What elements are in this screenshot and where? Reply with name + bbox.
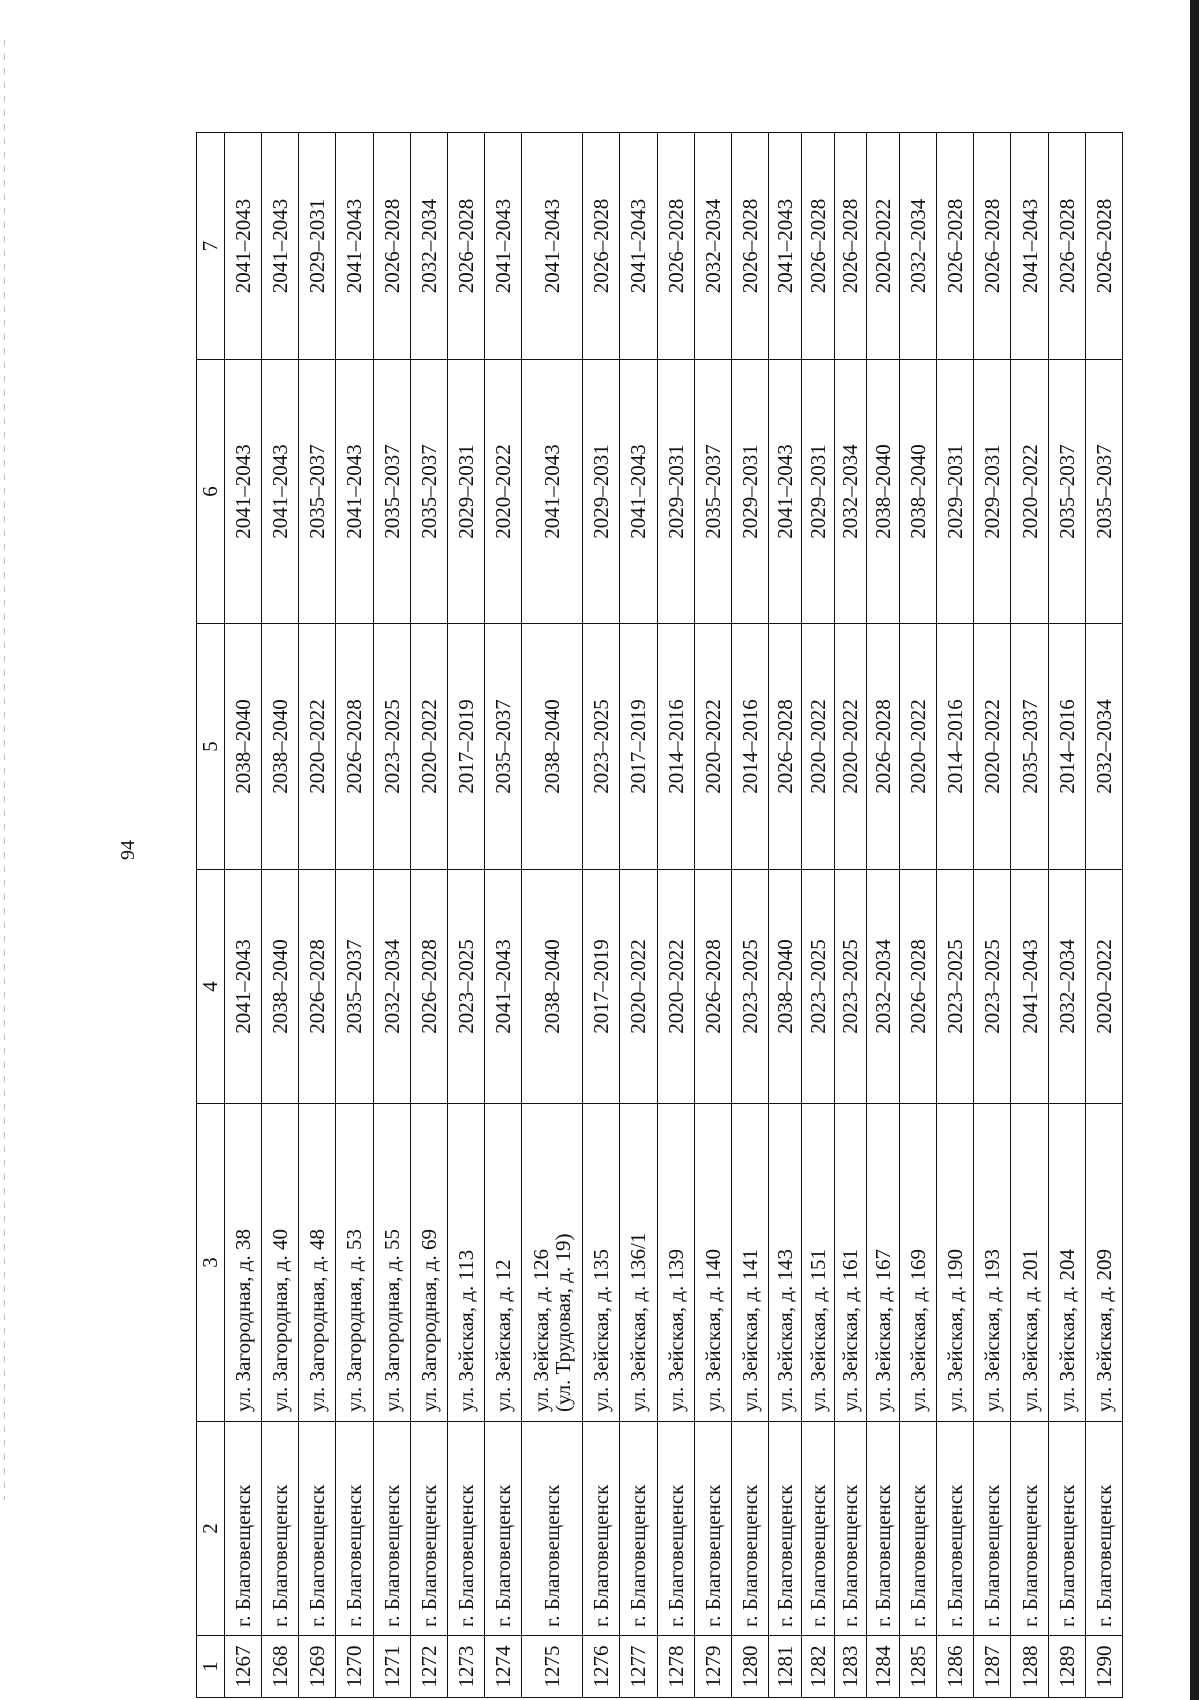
period-cell-col6: 2035–2037: [694, 360, 731, 624]
period-cell-col6: 2029–2031: [447, 360, 484, 624]
period-cell-col6: 2035–2037: [1085, 360, 1122, 624]
table-row: [694, 133, 731, 1698]
period-cell-col4: 2023–2025: [731, 870, 768, 1104]
table-row: [801, 133, 834, 1698]
row-number-cell: 1276: [583, 1636, 620, 1698]
address-cell: ул. Зейская, д. 190: [937, 1104, 974, 1422]
period-cell-col5: 2038–2040: [225, 624, 262, 870]
row-number-cell: 1282: [801, 1636, 834, 1698]
table-row: [299, 133, 336, 1698]
period-cell-col4: 2017–2019: [583, 870, 620, 1104]
period-cell-col6: 2032–2034: [834, 360, 867, 624]
period-cell-col6: 2035–2037: [299, 360, 336, 624]
period-cell-col6: 2038–2040: [867, 360, 900, 624]
period-cell-col6: 2035–2037: [1048, 360, 1085, 624]
header-row: [197, 133, 225, 1698]
period-cell-col4: 2023–2025: [937, 870, 974, 1104]
period-cell-col5: 2017–2019: [620, 624, 657, 870]
period-cell-col6: 2029–2031: [974, 360, 1011, 624]
table-row: [731, 133, 768, 1698]
period-cell-col7: 2026–2028: [974, 133, 1011, 360]
city-cell: г. Благовещенск: [225, 1422, 262, 1636]
period-cell-col7: 2032–2034: [694, 133, 731, 360]
address-cell: ул. Загородная, д. 53: [336, 1104, 373, 1422]
period-cell-col6: 2020–2022: [1011, 360, 1048, 624]
address-cell: ул. Зейская, д. 169: [900, 1104, 937, 1422]
city-cell: г. Благовещенск: [694, 1422, 731, 1636]
city-cell: г. Благовещенск: [834, 1422, 867, 1636]
address-cell: ул. Зейская, д. 113: [447, 1104, 484, 1422]
row-number-cell: 1273: [447, 1636, 484, 1698]
table-row: [1048, 133, 1085, 1698]
period-cell-col5: 2023–2025: [373, 624, 410, 870]
period-cell-col6: 2035–2037: [410, 360, 447, 624]
period-cell-col7: 2041–2043: [1011, 133, 1048, 360]
city-cell: г. Благовещенск: [867, 1422, 900, 1636]
city-cell: г. Благовещенск: [731, 1422, 768, 1636]
column-header: 7: [197, 133, 225, 360]
table-row: [447, 133, 484, 1698]
table-row: [834, 133, 867, 1698]
period-cell-col7: 2026–2028: [373, 133, 410, 360]
address-cell: ул. Зейская, д. 136/1: [620, 1104, 657, 1422]
period-cell-col5: 2020–2022: [694, 624, 731, 870]
address-cell: ул. Зейская, д. 140: [694, 1104, 731, 1422]
period-cell-col6: 2041–2043: [769, 360, 802, 624]
period-cell-col5: 2014–2016: [657, 624, 694, 870]
period-cell-col7: 2041–2043: [262, 133, 299, 360]
period-cell-col6: 2029–2031: [937, 360, 974, 624]
table-row: [484, 133, 521, 1698]
period-cell-col4: 2020–2022: [657, 870, 694, 1104]
row-number-cell: 1274: [484, 1636, 521, 1698]
city-cell: г. Благовещенск: [1085, 1422, 1122, 1636]
row-number-cell: 1280: [731, 1636, 768, 1698]
table-row: [583, 133, 620, 1698]
table-row: [657, 133, 694, 1698]
city-cell: г. Благовещенск: [583, 1422, 620, 1636]
city-cell: г. Благовещенск: [262, 1422, 299, 1636]
period-cell-col7: 2026–2028: [834, 133, 867, 360]
column-header: 4: [197, 870, 225, 1104]
period-cell-col7: 2032–2034: [410, 133, 447, 360]
address-cell: ул. Загородная, д. 40: [262, 1104, 299, 1422]
address-cell: ул. Загородная, д. 48: [299, 1104, 336, 1422]
row-number-cell: 1290: [1085, 1636, 1122, 1698]
table-row: [225, 133, 262, 1698]
period-cell-col7: 2041–2043: [620, 133, 657, 360]
period-cell-col7: 2041–2043: [769, 133, 802, 360]
period-cell-col4: 2032–2034: [373, 870, 410, 1104]
address-cell: ул. Зейская, д. 204: [1048, 1104, 1085, 1422]
row-number-cell: 1279: [694, 1636, 731, 1698]
period-cell-col6: 2041–2043: [620, 360, 657, 624]
city-cell: г. Благовещенск: [1011, 1422, 1048, 1636]
row-number-cell: 1267: [225, 1636, 262, 1698]
period-cell-col6: 2029–2031: [801, 360, 834, 624]
period-cell-col5: 2038–2040: [262, 624, 299, 870]
address-line-alt: (ул. Трудовая, д. 19): [551, 1233, 576, 1412]
row-number-cell: 1277: [620, 1636, 657, 1698]
address-cell: ул. Зейская, д. 139: [657, 1104, 694, 1422]
period-cell-col5: 2026–2028: [336, 624, 373, 870]
city-cell: г. Благовещенск: [657, 1422, 694, 1636]
period-cell-col4: 2026–2028: [299, 870, 336, 1104]
period-cell-col5: 2035–2037: [1011, 624, 1048, 870]
period-cell-col5: 2023–2025: [583, 624, 620, 870]
period-cell-col5: 2038–2040: [522, 624, 583, 870]
period-cell-col4: 2038–2040: [769, 870, 802, 1104]
table-row: [262, 133, 299, 1698]
period-cell-col5: 2026–2028: [867, 624, 900, 870]
period-cell-col5: 2014–2016: [937, 624, 974, 870]
scan-edge-border: [1190, 0, 1199, 1700]
address-cell: ул. Загородная, д. 38: [225, 1104, 262, 1422]
address-cell: ул. Зейская, д. 167: [867, 1104, 900, 1422]
period-cell-col7: 2026–2028: [801, 133, 834, 360]
row-number-cell: 1271: [373, 1636, 410, 1698]
period-cell-col5: 2020–2022: [900, 624, 937, 870]
period-cell-col7: 2041–2043: [522, 133, 583, 360]
row-number-cell: 1285: [900, 1636, 937, 1698]
table-row: [900, 133, 937, 1698]
address-cell: ул. Зейская, д. 143: [769, 1104, 802, 1422]
period-cell-col6: 2041–2043: [522, 360, 583, 624]
period-cell-col4: 2041–2043: [1011, 870, 1048, 1104]
address-cell: ул. Зейская, д. 201: [1011, 1104, 1048, 1422]
period-cell-col4: 2032–2034: [1048, 870, 1085, 1104]
row-number-cell: 1286: [937, 1636, 974, 1698]
period-cell-col5: 2014–2016: [731, 624, 768, 870]
period-cell-col5: 2035–2037: [484, 624, 521, 870]
period-cell-col7: 2032–2034: [900, 133, 937, 360]
period-cell-col7: 2041–2043: [225, 133, 262, 360]
period-cell-col5: 2020–2022: [974, 624, 1011, 870]
address-cell: ул. Зейская, д. 135: [583, 1104, 620, 1422]
period-cell-col4: 2020–2022: [620, 870, 657, 1104]
column-header: 6: [197, 360, 225, 624]
period-cell-col5: 2014–2016: [1048, 624, 1085, 870]
period-cell-col7: 2026–2028: [583, 133, 620, 360]
address-cell: ул. Загородная, д. 55: [373, 1104, 410, 1422]
city-cell: г. Благовещенск: [801, 1422, 834, 1636]
period-cell-col6: 2029–2031: [731, 360, 768, 624]
period-cell-col5: 2017–2019: [447, 624, 484, 870]
table-row: [867, 133, 900, 1698]
address-cell: ул. Зейская, д. 151: [801, 1104, 834, 1422]
period-cell-col6: 2020–2022: [484, 360, 521, 624]
column-header: 2: [197, 1422, 225, 1636]
period-cell-col4: 2026–2028: [694, 870, 731, 1104]
period-cell-col5: 2020–2022: [299, 624, 336, 870]
table-row: [410, 133, 447, 1698]
period-cell-col6: 2041–2043: [336, 360, 373, 624]
period-cell-col6: 2035–2037: [373, 360, 410, 624]
city-cell: г. Благовещенск: [522, 1422, 583, 1636]
row-number-cell: 1268: [262, 1636, 299, 1698]
table-row: [522, 133, 583, 1698]
period-cell-col4: 2023–2025: [834, 870, 867, 1104]
table-row: [1085, 133, 1122, 1698]
period-cell-col4: 2023–2025: [974, 870, 1011, 1104]
period-cell-col5: 2032–2034: [1085, 624, 1122, 870]
table-row: [937, 133, 974, 1698]
period-cell-col4: 2041–2043: [225, 870, 262, 1104]
page-number: 94: [117, 840, 139, 860]
register-table: [196, 132, 1123, 1698]
table-row: [620, 133, 657, 1698]
city-cell: г. Благовещенск: [1048, 1422, 1085, 1636]
city-cell: г. Благовещенск: [900, 1422, 937, 1636]
period-cell-col4: 2032–2034: [867, 870, 900, 1104]
column-header: 3: [197, 1104, 225, 1422]
period-cell-col5: 2026–2028: [769, 624, 802, 870]
period-cell-col4: 2038–2040: [522, 870, 583, 1104]
table-row: [336, 133, 373, 1698]
city-cell: г. Благовещенск: [373, 1422, 410, 1636]
period-cell-col7: 2026–2028: [731, 133, 768, 360]
city-cell: г. Благовещенск: [299, 1422, 336, 1636]
row-number-cell: 1281: [769, 1636, 802, 1698]
address-cell: ул. Зейская, д. 141: [731, 1104, 768, 1422]
column-header: 1: [197, 1636, 225, 1698]
period-cell-col4: 2023–2025: [447, 870, 484, 1104]
row-number-cell: 1270: [336, 1636, 373, 1698]
city-cell: г. Благовещенск: [336, 1422, 373, 1636]
period-cell-col4: 2020–2022: [1085, 870, 1122, 1104]
period-cell-col4: 2023–2025: [801, 870, 834, 1104]
table-container: [196, 133, 1123, 1698]
period-cell-col7: 2026–2028: [937, 133, 974, 360]
period-cell-col7: 2041–2043: [484, 133, 521, 360]
period-cell-col7: 2041–2043: [336, 133, 373, 360]
address-cell: ул. Загородная, д. 69: [410, 1104, 447, 1422]
row-number-cell: 1275: [522, 1636, 583, 1698]
row-number-cell: 1278: [657, 1636, 694, 1698]
city-cell: г. Благовещенск: [937, 1422, 974, 1636]
city-cell: г. Благовещенск: [410, 1422, 447, 1636]
address-cell: ул. Зейская, д. 161: [834, 1104, 867, 1422]
row-number-cell: 1269: [299, 1636, 336, 1698]
address-line: ул. Зейская, д. 126: [529, 1248, 554, 1412]
period-cell-col7: 2026–2028: [1048, 133, 1085, 360]
period-cell-col6: 2038–2040: [900, 360, 937, 624]
city-cell: г. Благовещенск: [769, 1422, 802, 1636]
period-cell-col6: 2041–2043: [225, 360, 262, 624]
period-cell-col4: 2026–2028: [900, 870, 937, 1104]
period-cell-col7: 2029–2031: [299, 133, 336, 360]
table-row: [769, 133, 802, 1698]
table-body: [225, 133, 1123, 1698]
row-number-cell: 1289: [1048, 1636, 1085, 1698]
row-number-cell: 1287: [974, 1636, 1011, 1698]
period-cell-col4: 2038–2040: [262, 870, 299, 1104]
period-cell-col7: 2020–2022: [867, 133, 900, 360]
row-number-cell: 1272: [410, 1636, 447, 1698]
column-header: 5: [197, 624, 225, 870]
period-cell-col6: 2029–2031: [583, 360, 620, 624]
city-cell: г. Благовещенск: [484, 1422, 521, 1636]
table-row: [373, 133, 410, 1698]
row-number-cell: 1288: [1011, 1636, 1048, 1698]
scan-edge-mark: [4, 40, 5, 1500]
period-cell-col4: 2041–2043: [484, 870, 521, 1104]
address-cell: ул. Зейская, д. 209: [1085, 1104, 1122, 1422]
period-cell-col7: 2026–2028: [1085, 133, 1122, 360]
period-cell-col4: 2035–2037: [336, 870, 373, 1104]
period-cell-col5: 2020–2022: [834, 624, 867, 870]
period-cell-col7: 2026–2028: [657, 133, 694, 360]
address-cell: ул. Зейская, д. 193: [974, 1104, 1011, 1422]
table-row: [974, 133, 1011, 1698]
row-number-cell: 1284: [867, 1636, 900, 1698]
city-cell: г. Благовещенск: [620, 1422, 657, 1636]
city-cell: г. Благовещенск: [974, 1422, 1011, 1636]
table-row: [1011, 133, 1048, 1698]
period-cell-col5: 2020–2022: [801, 624, 834, 870]
address-cell: ул. Зейская, д. 12: [484, 1104, 521, 1422]
period-cell-col5: 2020–2022: [410, 624, 447, 870]
address-cell: [522, 1104, 583, 1422]
period-cell-col7: 2026–2028: [447, 133, 484, 360]
period-cell-col4: 2026–2028: [410, 870, 447, 1104]
city-cell: г. Благовещенск: [447, 1422, 484, 1636]
period-cell-col6: 2041–2043: [262, 360, 299, 624]
row-number-cell: 1283: [834, 1636, 867, 1698]
period-cell-col6: 2029–2031: [657, 360, 694, 624]
